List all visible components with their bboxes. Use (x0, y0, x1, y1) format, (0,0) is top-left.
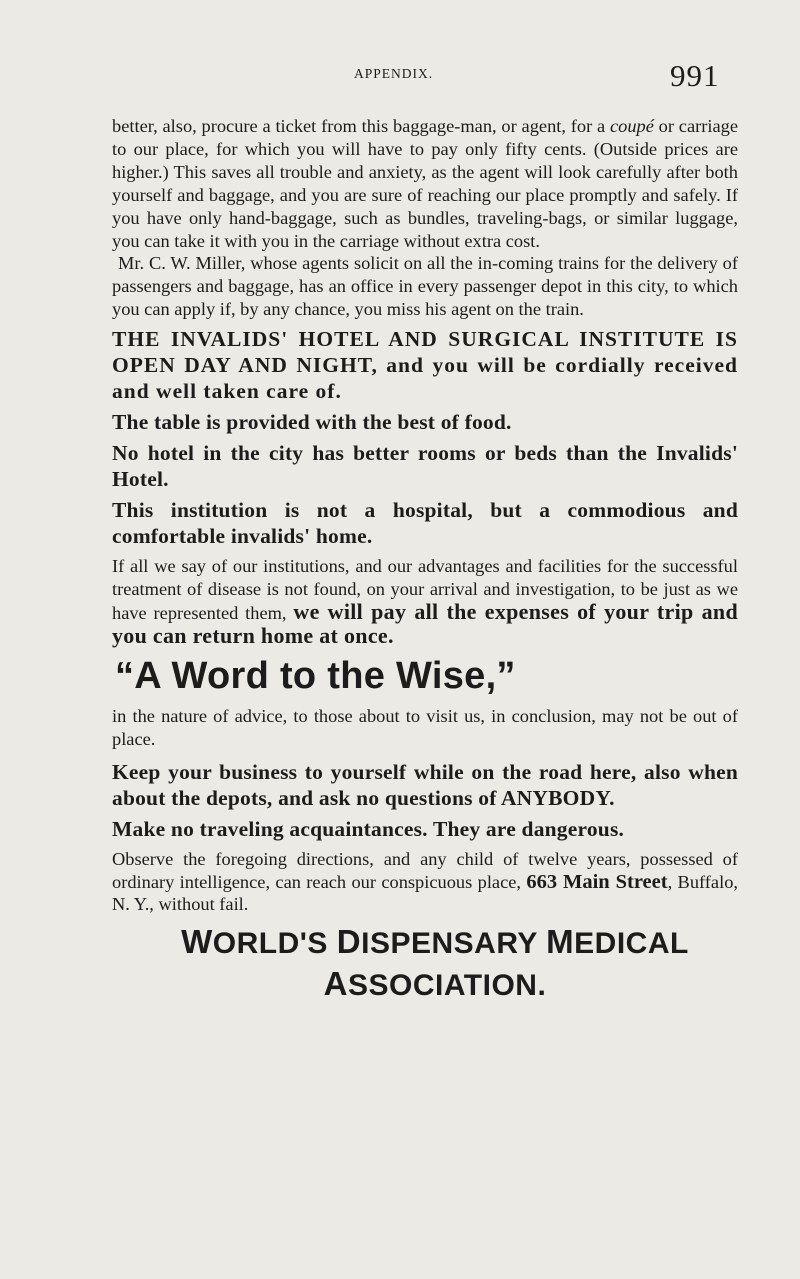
sig-initial: W (181, 923, 213, 961)
sig-initial: A (323, 965, 349, 1003)
signature-association (132, 922, 738, 1006)
notice-table-food: The table is provided with the best of food. (112, 410, 512, 435)
text-run: better, also, procure a ticket from this baggage-man, or agent, for a (112, 116, 610, 136)
sig-initial: D (336, 923, 362, 961)
headline-word-to-wise: “A Word to the Wise,” (115, 654, 516, 697)
sig-word: SSOCIATION. (348, 969, 547, 1003)
sig-word: EDICAL (574, 927, 689, 961)
sig-word: ISPENSARY (361, 927, 547, 961)
address-bold: 663 Main Street (526, 870, 668, 893)
paragraph-guarantee (112, 555, 738, 649)
notice-caps-text: THE INVALIDS' HOTEL AND SURGICAL INSTITUTE IS OPEN DAY AND NIGHT, (112, 327, 738, 378)
page-body (112, 115, 738, 1006)
notice-keep-business: Keep your business to yourself while on the road here, also when about the depots, and ask no questions of ANYBODY. (112, 759, 738, 810)
text-run: , Buffalo, N. Y., without fail. (112, 871, 738, 915)
paragraph-baggage-ticket (112, 115, 738, 252)
notice-rooms: No hotel in the city has better rooms or beds than the Invalids' Hotel. (112, 441, 738, 492)
page-number: 991 (670, 58, 720, 93)
text-run: Observe the foregoing directions, and any child of twelve years, possessed of ordinary intelligence, can reach our conspicuous place, (112, 848, 738, 892)
sig-word: ORLD'S (212, 927, 337, 961)
paragraph-advice: in the nature of advice, to those about to visit us, in conclusion, may not be out of place. (112, 705, 738, 749)
paragraph-miller: Mr. C. W. Miller, whose agents solicit on all the in-coming trains for the delivery of passengers and baggage, has an office in every passenger depot in this city, to which you can apply if, by any chance, you miss his agent on the train. (112, 253, 738, 320)
emphasis-text: coupé (609, 116, 654, 136)
paragraph-directions (112, 848, 738, 917)
notice-acquaintances: Make no traveling acquaintances. They are dangerous. (112, 816, 625, 841)
notice-text: and you will be cordially received and well taken care of. (112, 353, 738, 404)
guarantee-bold-text: we will pay all the expenses of your trip and you can return home at once. (112, 598, 738, 648)
text-run: If all we say of our institutions, and our advantages and facilities for the successful treatment of disease is not found, on your arrival and investigation, to be just as we have represented them, (112, 556, 738, 623)
sig-initial: M (546, 923, 575, 961)
notice-not-hospital: This institution is not a hospital, but a commodious and comfortable invalids' home. (112, 498, 738, 549)
page-header (0, 58, 800, 108)
text-run: or carriage to our place, for which you will have to pay only fifty cents. (Outside prices are higher.) This saves all trouble and anxiety, as the agent will look carefully after both yourself and baggage, and you are sure of reaching our place promptly and safely. If you have only hand-baggage, such as bundles, traveling-bags, or similar luggage, you can take it with you in the carriage without extra cost. (112, 116, 738, 251)
running-head: APPENDIX. (354, 66, 434, 81)
notice-open-day-night (112, 326, 738, 404)
